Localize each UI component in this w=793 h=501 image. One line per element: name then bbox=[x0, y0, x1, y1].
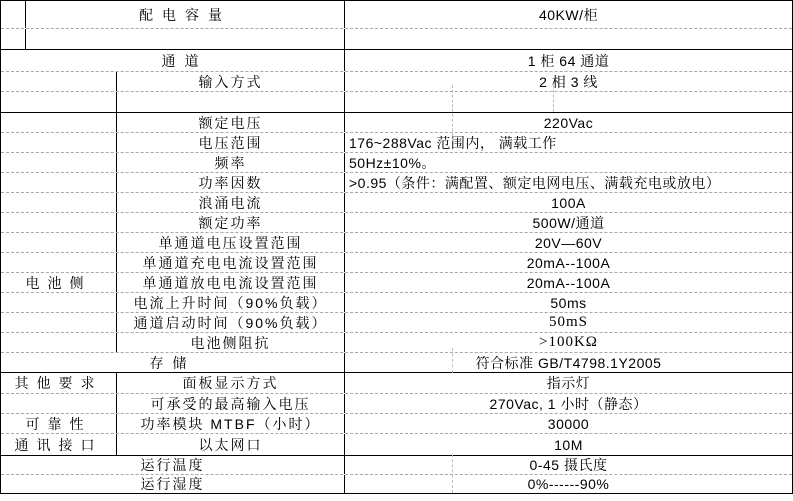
param-cell: 电池侧阻抗 bbox=[116, 333, 344, 352]
param-cell: 通道启动时间（90%负载） bbox=[116, 313, 344, 332]
gridline bbox=[553, 85, 554, 112]
category-cell bbox=[1, 113, 116, 132]
value-cell: 1 柜 64 通道 bbox=[344, 50, 792, 71]
category-cell bbox=[1, 233, 116, 252]
category-cell bbox=[1, 394, 116, 413]
param-cell: 运行温度 bbox=[140, 457, 205, 473]
category-cell bbox=[1, 153, 116, 172]
value-cell: 0%------90% bbox=[344, 475, 792, 493]
param-cell: 配电容量 bbox=[25, 1, 344, 28]
param-cell: 额定功率 bbox=[116, 213, 344, 232]
category-cell bbox=[1, 313, 116, 332]
param-cell: 通道 bbox=[161, 52, 208, 69]
row-panel-display bbox=[1, 372, 792, 393]
value-cell bbox=[344, 92, 792, 112]
row-blank-1 bbox=[1, 28, 792, 49]
row-rated-power bbox=[1, 212, 792, 232]
param-cell bbox=[116, 92, 344, 112]
param-cell: 以太网口 bbox=[116, 434, 344, 455]
param-cell: 浪涌电流 bbox=[116, 193, 344, 212]
param-cell: 单通道电压设置范围 bbox=[116, 233, 344, 252]
param-cell bbox=[25, 29, 344, 49]
category-cell bbox=[1, 253, 116, 272]
row-discharge-current-range bbox=[1, 272, 792, 292]
gridline bbox=[452, 454, 453, 493]
value-cell: 20V—60V bbox=[344, 233, 792, 252]
row-distribution-capacity bbox=[1, 1, 792, 28]
param-cell: 频率 bbox=[116, 153, 344, 172]
param-cell: 额定电压 bbox=[116, 113, 344, 132]
value-cell: 50mS bbox=[344, 313, 792, 332]
value-cell: 2 相 3 线 bbox=[344, 72, 792, 91]
category-cell bbox=[1, 193, 116, 212]
row-ethernet bbox=[1, 433, 792, 455]
value-cell: 50Hz±10%。 bbox=[344, 153, 792, 172]
row-surge-current bbox=[1, 192, 792, 212]
category-cell: 电池侧 bbox=[25, 274, 92, 291]
value-cell: 0-45 摄氏度 bbox=[344, 456, 792, 474]
row-charge-current-range bbox=[1, 252, 792, 272]
category-cell: 其他要求 bbox=[14, 375, 103, 391]
value-cell: 40KW/柜 bbox=[344, 1, 792, 28]
value-cell: >0.95（条件：满配置、额定电网电压、满载充电或放电） bbox=[344, 173, 792, 192]
category-cell bbox=[1, 213, 116, 232]
param-cell: 运行湿度 bbox=[140, 476, 205, 492]
category-cell bbox=[1, 92, 116, 112]
category-cell: 通讯接口 bbox=[14, 436, 103, 453]
value-cell: 176~288Vac 范围内， 满载工作 bbox=[344, 133, 792, 152]
value-cell: 指示灯 bbox=[344, 373, 792, 393]
value-cell: 20mA--100A bbox=[344, 273, 792, 292]
value-cell: 220Vac bbox=[344, 113, 792, 132]
row-max-input-voltage bbox=[1, 393, 792, 413]
row-battery-impedance bbox=[1, 332, 792, 352]
param-cell: 电压范围 bbox=[116, 133, 344, 152]
row-frequency bbox=[1, 152, 792, 172]
gridline bbox=[452, 85, 453, 141]
row-power-factor bbox=[1, 172, 792, 192]
category-cell bbox=[1, 173, 116, 192]
row-storage bbox=[1, 352, 792, 372]
value-cell bbox=[344, 29, 792, 49]
category-cell: 可靠性 bbox=[25, 415, 92, 432]
row-channel-voltage-range bbox=[1, 232, 792, 252]
gridline bbox=[452, 348, 453, 373]
category-cell bbox=[1, 333, 116, 352]
value-cell: 100A bbox=[344, 193, 792, 212]
value-cell: 50ms bbox=[344, 293, 792, 312]
param-cell: 功率因数 bbox=[116, 173, 344, 192]
category-cell bbox=[1, 293, 116, 312]
row-channel-start-time bbox=[1, 312, 792, 332]
param-cell: 功率模块 MTBF（小时） bbox=[116, 414, 344, 433]
value-cell: >100KΩ bbox=[344, 333, 792, 352]
row-operating-humidity bbox=[1, 474, 792, 493]
param-cell: 存储 bbox=[149, 354, 196, 371]
row-current-rise-time bbox=[1, 292, 792, 312]
value-cell: 500W/通道 bbox=[344, 213, 792, 232]
param-cell: 可承受的最高输入电压 bbox=[116, 394, 344, 413]
param-cell: 单通道放电电流设置范围 bbox=[116, 273, 344, 292]
param-cell: 单通道充电电流设置范围 bbox=[116, 253, 344, 272]
param-cell: 输入方式 bbox=[116, 72, 344, 91]
row-rated-voltage bbox=[1, 112, 792, 132]
value-cell: 10M bbox=[344, 434, 792, 455]
row-mtbf bbox=[1, 413, 792, 433]
param-cell: 电流上升时间（90%负载） bbox=[116, 293, 344, 312]
category-cell bbox=[1, 133, 116, 152]
value-cell: 30000 bbox=[344, 414, 792, 433]
category-cell bbox=[1, 72, 116, 91]
category-cell bbox=[1, 1, 25, 28]
row-channels bbox=[1, 49, 792, 71]
row-operating-temperature bbox=[1, 455, 792, 474]
category-cell bbox=[1, 29, 25, 49]
value-cell: 20mA--100A bbox=[344, 253, 792, 272]
row-blank-2 bbox=[1, 91, 792, 112]
param-cell: 面板显示方式 bbox=[116, 373, 344, 393]
row-voltage-range bbox=[1, 132, 792, 152]
value-cell: 270Vac, 1 小时（静态） bbox=[344, 394, 792, 413]
value-cell: 符合标准 GB/T4798.1Y2005 bbox=[344, 353, 792, 372]
row-input-mode bbox=[1, 71, 792, 91]
